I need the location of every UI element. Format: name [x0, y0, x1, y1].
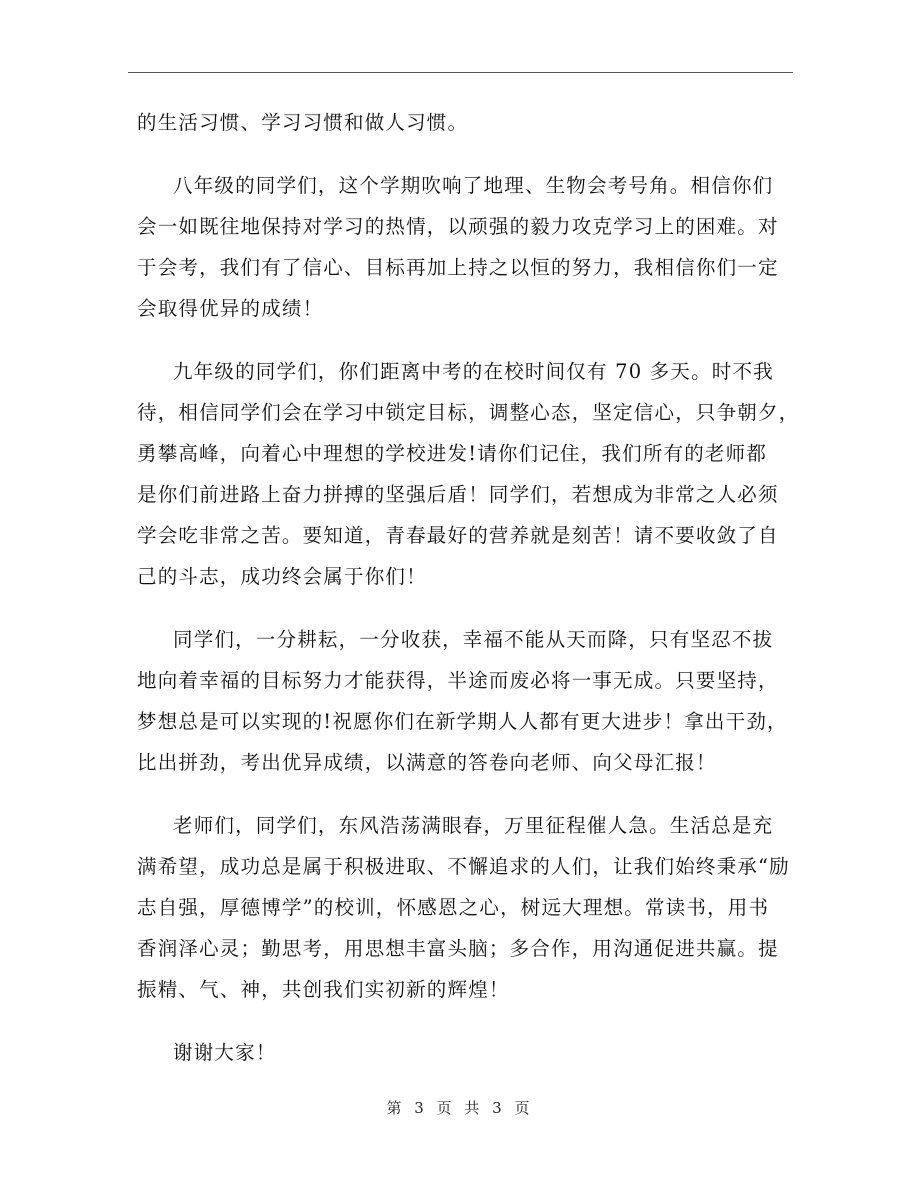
paragraph-line: 八年级的同学们，这个学期吹响了地理、生物会考号角。相信你们: [173, 174, 774, 197]
paragraph-line: 同学们，一分耕耘，一分收获，幸福不能从天而降，只有坚忍不拔: [173, 628, 774, 651]
page-number-footer: 第 3 页 共 3 页: [386, 1099, 534, 1117]
paragraph-1: [137, 102, 797, 143]
paragraph-line: 于会考，我们有了信心、目标再加上持之以恒的努力，我相信你们一定: [137, 256, 779, 279]
paragraph-line: 九年级的同学们，你们距离中考的在校时间仅有 70 多天。时不我: [173, 360, 774, 383]
paragraph-line: 会一如既往地保持对学习的热情，以顽强的毅力攻克学习上的困难。对: [137, 215, 779, 238]
paragraph-line: 会取得优异的成绩！: [137, 297, 324, 320]
paragraph-line: 谢谢大家！: [173, 1041, 277, 1064]
paragraph-line: 老师们，同学们，东风浩荡满眼春，万里征程催人急。生活总是充: [173, 814, 774, 837]
paragraph-line: 是你们前进路上奋力拼搏的坚强后盾！同学们，若想成为非常之人必须: [137, 483, 779, 506]
paragraph-line: 己的斗志，成功终会属于你们！: [137, 565, 427, 588]
paragraph-2: [137, 165, 797, 329]
paragraph-line: 待，相信同学们会在学习中锁定目标，调整心态，坚定信心，只争朝夕，: [137, 401, 800, 424]
paragraph-line: 满希望，成功总是属于积极进取、不懈追求的人们，让我们始终秉承“励: [137, 855, 790, 878]
header-rule: [128, 72, 793, 73]
paragraph-3: [137, 351, 800, 597]
paragraph-line: 学会吃非常之苦。要知道，青春最好的营养就是刻苦！请不要收敛了自: [137, 524, 779, 547]
paragraph-6: [137, 1032, 797, 1073]
document-body: [137, 102, 800, 1095]
paragraph-line: 勇攀高峰，向着心中理想的学校进发!请你们记住，我们所有的老师都: [137, 442, 768, 465]
paragraph-4: [137, 619, 797, 783]
paragraph-line: 志自强，厚德博学”的校训，怀感恩之心，树远大理想。常读书，用书: [137, 896, 770, 919]
paragraph-line: 地向着幸福的目标努力才能获得，半途而废必将一事无成。只要坚持，: [137, 669, 779, 692]
paragraph-line: 梦想总是可以实现的!祝愿你们在新学期人人都有更大进步！拿出干劲，: [137, 710, 788, 733]
paragraph-line: 的生活习惯、学习习惯和做人习惯。: [137, 111, 469, 134]
paragraph-line: 振精、气、神，共创我们实初新的辉煌！: [137, 978, 510, 1001]
paragraph-5: [137, 805, 797, 1010]
paragraph-line: 比出拼劲，考出优异成绩，以满意的答卷向老师、向父母汇报！: [137, 751, 717, 774]
paragraph-line: 香润泽心灵；勤思考，用思想丰富头脑；多合作，用沟通促进共赢。提: [137, 937, 779, 960]
